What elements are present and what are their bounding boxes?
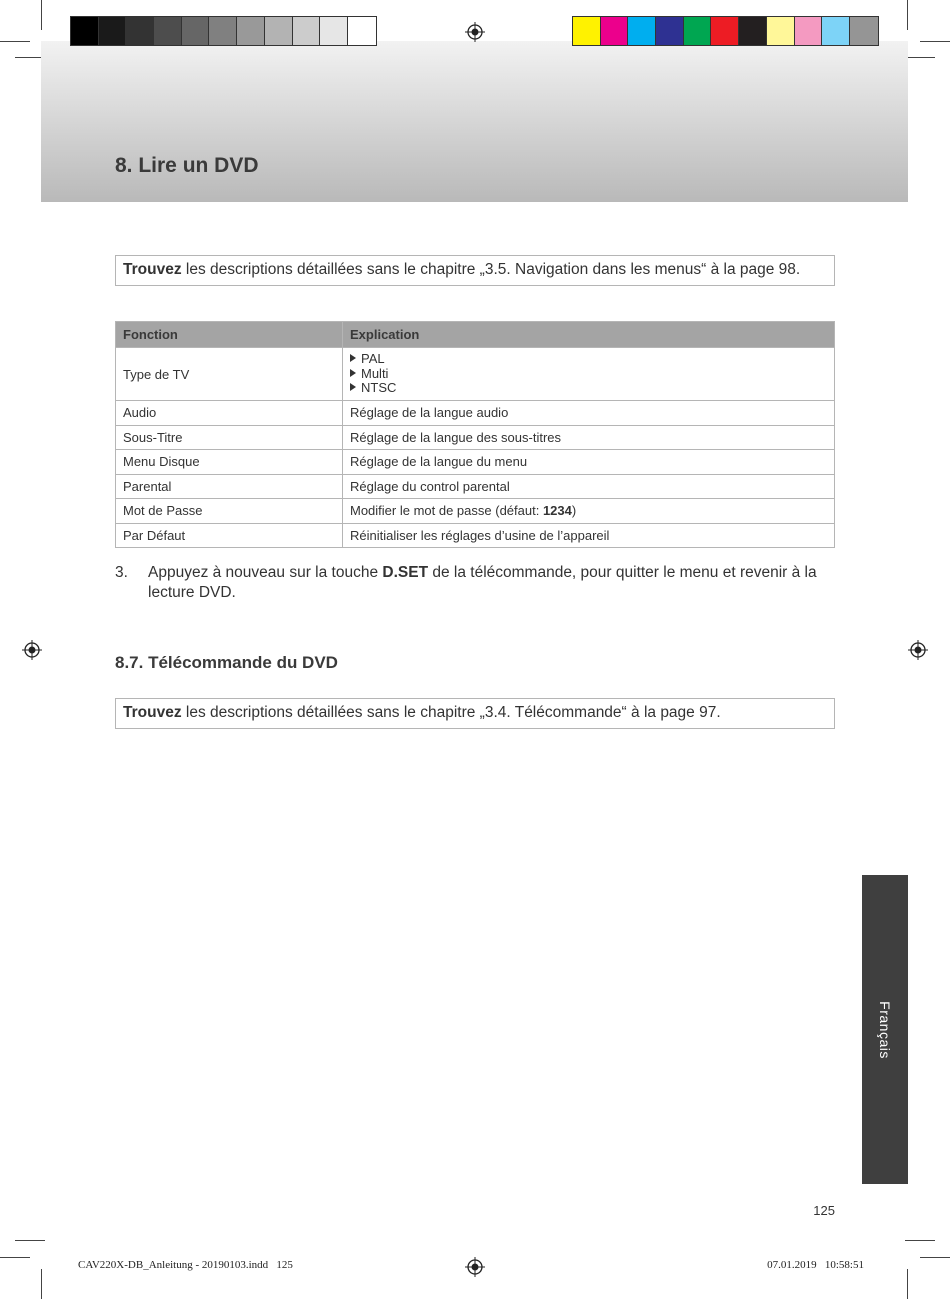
table-row xyxy=(116,401,835,426)
note-box xyxy=(115,698,835,729)
table-row xyxy=(116,348,835,401)
color-swatch xyxy=(684,17,712,45)
table-header-row xyxy=(116,322,835,348)
explanation-cell: Réinitialiser les réglages d’usine de l’appareil xyxy=(343,523,835,548)
option-item xyxy=(350,352,827,367)
step-text-part: Appuyez à nouveau sur la touche xyxy=(148,564,383,581)
color-swatch xyxy=(99,17,127,45)
color-swatch xyxy=(71,17,99,45)
step-number: 3. xyxy=(115,564,128,581)
color-swatch xyxy=(601,17,629,45)
option-item xyxy=(350,381,827,396)
color-swatch xyxy=(320,17,348,45)
explanation-cell: Réglage de la langue audio xyxy=(343,401,835,426)
table-row xyxy=(116,450,835,475)
column-header-explanation: Explication xyxy=(343,322,835,348)
section-title: 8.7. Télécommande du DVD xyxy=(115,653,338,672)
explanation-cell xyxy=(343,499,835,524)
slug-timestamp: 07.01.2019 10:58:51 xyxy=(767,1259,864,1271)
explanation-cell: Réglage de la langue des sous-titres xyxy=(343,425,835,450)
note-text: les descriptions détaillées sans le chapitre „3.4. Télécommande“ à la page 97. xyxy=(181,704,721,721)
language-tab-label-wrap xyxy=(862,875,908,1184)
registration-mark-icon xyxy=(22,640,42,660)
crop-mark xyxy=(905,57,935,58)
page-number: 125 xyxy=(813,1203,835,1218)
function-cell: Mot de Passe xyxy=(116,499,343,524)
color-swatch xyxy=(628,17,656,45)
triangle-bullet-icon xyxy=(350,369,356,377)
crop-mark xyxy=(905,1240,935,1241)
color-swatch xyxy=(767,17,795,45)
explanation-cell: Réglage du control parental xyxy=(343,474,835,499)
default-password: 1234 xyxy=(542,503,572,519)
crop-mark xyxy=(920,1257,950,1258)
registration-mark-icon xyxy=(465,22,485,42)
table-row xyxy=(116,523,835,548)
option-label: Multi xyxy=(361,365,389,381)
option-label: PAL xyxy=(361,351,385,367)
function-cell: Menu Disque xyxy=(116,450,343,475)
color-swatch xyxy=(209,17,237,45)
crop-mark xyxy=(907,1269,908,1299)
color-swatch xyxy=(850,17,878,45)
note-box xyxy=(115,255,835,286)
color-swatch xyxy=(573,17,601,45)
chapter-title: 8. Lire un DVD xyxy=(115,154,259,177)
note-text: les descriptions détaillées sans le chapitre „3.5. Navigation dans les menus“ à la page 98. xyxy=(181,261,801,278)
note-emphasis: Trouvez xyxy=(123,704,182,721)
function-cell: Audio xyxy=(116,401,343,426)
explanation-text: ) xyxy=(571,503,577,519)
crop-mark xyxy=(0,1257,30,1258)
color-swatch xyxy=(822,17,850,45)
color-swatch xyxy=(182,17,210,45)
function-cell: Sous-Titre xyxy=(116,425,343,450)
key-name: D.SET xyxy=(382,564,429,581)
color-swatch xyxy=(154,17,182,45)
color-swatch xyxy=(348,17,376,45)
note-emphasis: Trouvez xyxy=(123,261,182,278)
table-row xyxy=(116,474,835,499)
function-cell: Parental xyxy=(116,474,343,499)
function-cell: Type de TV xyxy=(116,348,343,401)
crop-mark xyxy=(907,0,908,30)
color-swatch xyxy=(711,17,739,45)
crop-mark xyxy=(0,41,30,42)
explanation-cell: Réglage de la langue du menu xyxy=(343,450,835,475)
color-swatch xyxy=(739,17,767,45)
function-cell: Par Défaut xyxy=(116,523,343,548)
explanation-cell xyxy=(343,348,835,401)
triangle-bullet-icon xyxy=(350,383,356,391)
process-color-bar xyxy=(572,16,879,46)
option-item xyxy=(350,367,827,382)
explanation-text: Modifier le mot de passe (défaut: xyxy=(350,503,543,519)
color-swatch xyxy=(237,17,265,45)
slug-filename: CAV220X-DB_Anleitung - 20190103.indd 125 xyxy=(78,1259,293,1271)
registration-mark-icon xyxy=(465,1257,485,1277)
step-text xyxy=(148,563,838,602)
table-row xyxy=(116,425,835,450)
registration-mark-icon xyxy=(908,640,928,660)
color-swatch xyxy=(656,17,684,45)
table-row xyxy=(116,499,835,524)
option-label: NTSC xyxy=(361,380,397,396)
crop-mark xyxy=(920,41,950,42)
color-swatch xyxy=(795,17,823,45)
language-tab-label: Français xyxy=(877,1000,893,1059)
crop-mark xyxy=(15,1240,45,1241)
step-text-part: de la télécommande, pour quitter le menu et revenir à la lecture DVD. xyxy=(148,564,817,601)
column-header-function: Fonction xyxy=(116,322,343,348)
color-swatch xyxy=(265,17,293,45)
crop-mark xyxy=(41,1269,42,1299)
color-swatch xyxy=(293,17,321,45)
grayscale-color-bar xyxy=(70,16,377,46)
color-swatch xyxy=(126,17,154,45)
triangle-bullet-icon xyxy=(350,354,356,362)
function-table xyxy=(115,321,835,548)
crop-mark xyxy=(41,0,42,30)
